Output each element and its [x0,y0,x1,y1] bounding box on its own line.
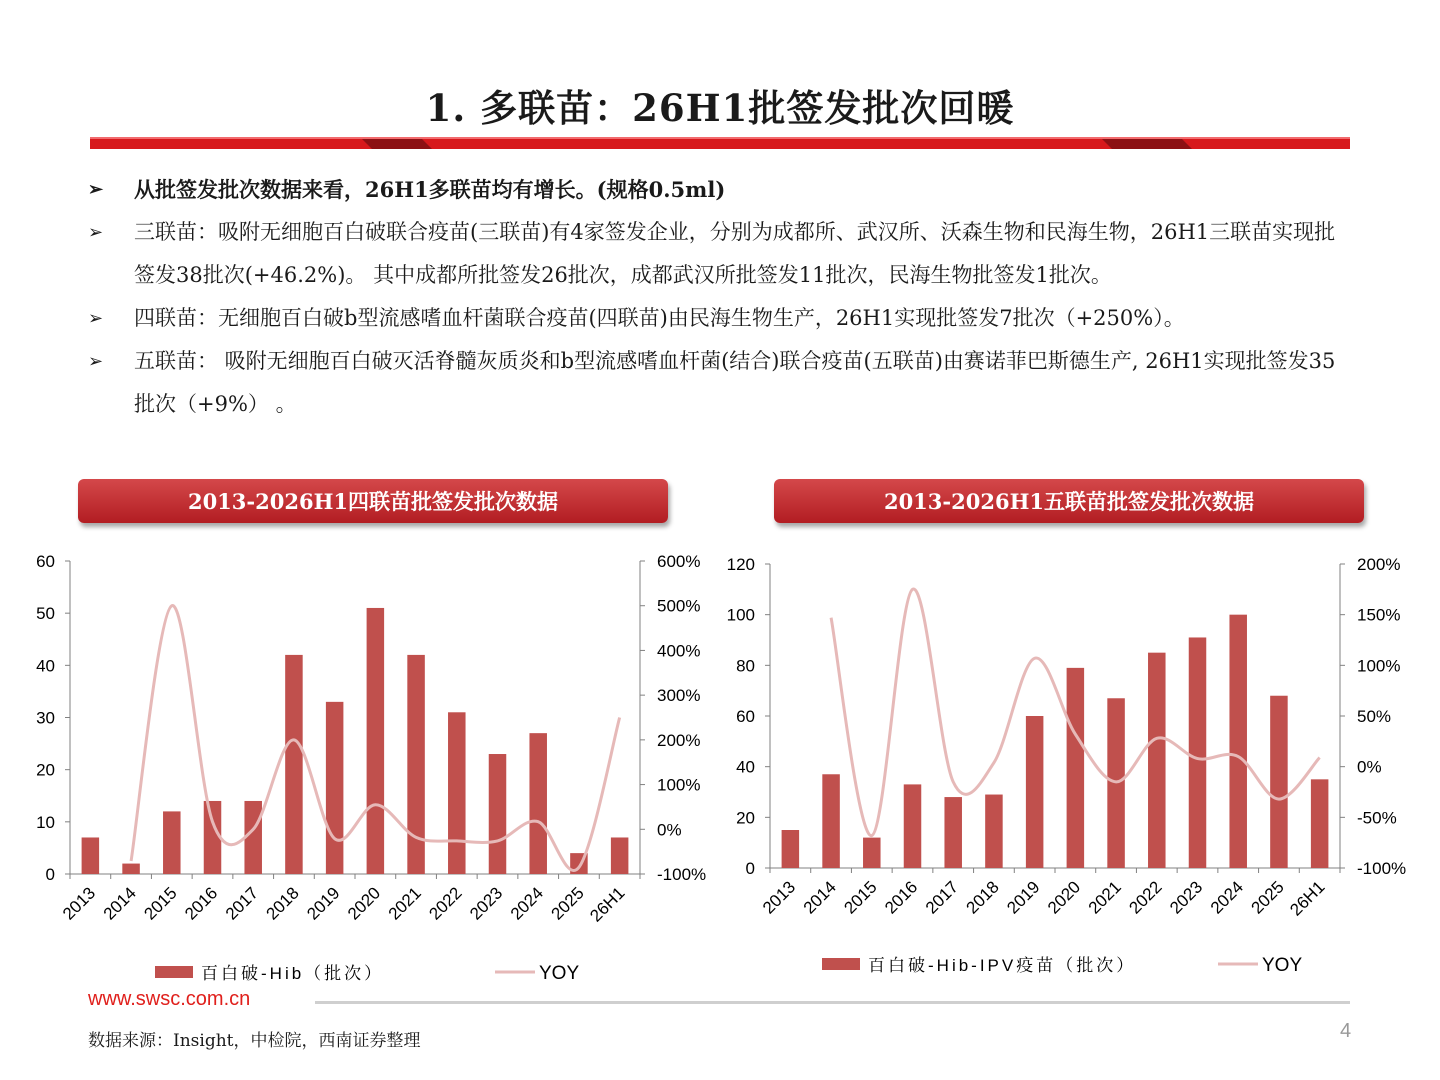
bar [1229,615,1247,868]
right-tick-label: 200% [1357,555,1401,574]
left-tick-label: 20 [36,760,55,780]
left-tick-label: 0 [45,865,55,884]
left-tick-label: 10 [36,812,55,832]
arrow-bullet-icon: ➢ [88,308,104,329]
right-tick-label: -100% [1357,859,1407,878]
right-tick-label: 200% [657,730,701,750]
left-tick-label: 20 [736,808,755,828]
x-tick-label: 2013 [759,877,800,918]
left-tick-label: 0 [745,859,755,878]
x-tick-label: 2018 [962,877,1003,918]
x-tick-label: 2025 [1247,877,1288,918]
bar [782,830,800,868]
x-tick-label: 2019 [1003,877,1044,918]
left-tick-label: 80 [736,656,755,676]
x-tick-label: 2017 [221,883,263,924]
x-tick-label: 2020 [344,883,385,924]
left-tick-label: 50 [36,604,55,624]
x-tick-label: 2014 [99,883,140,924]
right-tick-label: 100% [1357,656,1401,676]
x-tick-label: 26H1 [1286,877,1329,920]
x-tick-label: 2021 [1084,877,1125,918]
x-tick-label: 26H1 [586,883,629,926]
x-tick-label: 2015 [840,877,881,918]
x-tick-label: 2014 [799,877,840,918]
chart-title-tetravalent: 2013-2026H1四联苗批签发批次数据 [78,479,668,523]
legend-line-label: YOY [1262,955,1303,976]
page-title: 1. 多联苗：26H1批签发批次回暖 [425,86,1015,130]
x-tick-label: 2016 [181,883,222,924]
bar [944,797,962,868]
left-tick-label: 120 [726,555,755,574]
bar [1067,668,1085,868]
bar [863,838,881,868]
bar [1311,779,1329,868]
bullet-text: 四联苗：无细胞百白破b型流感嗜血杆菌联合疫苗(四联苗)由民海生物生产，26H1实现批签发7批次（+250%）。 [134,306,1185,330]
x-tick-label: 2023 [466,883,507,924]
left-tick-label: 100 [726,605,755,625]
left-tick-label: 30 [36,708,55,728]
bullet-text: 五联苗： 吸附无细胞百白破灭活脊髓灰质炎和b型流感嗜血杆菌(结合)联合疫苗(五联苗)由赛诺菲巴斯德生产, 26H1实现批签发35批次（+9%） 。 [134,349,1336,416]
right-tick-label: 500% [657,596,701,616]
x-tick-label: 2024 [506,883,548,924]
x-tick-label: 2025 [547,883,588,924]
left-tick-label: 40 [736,757,755,777]
right-tick-label: -100% [657,865,707,884]
x-tick-label: 2023 [1166,877,1207,918]
right-tick-label: 0% [657,820,682,840]
footer-divider [315,1001,1350,1004]
right-tick-label: 100% [657,775,701,795]
bullet-text: 三联苗：吸附无细胞百白破联合疫苗(三联苗)有4家签发企业，分别为成都所、武汉所、沃森生物和民海生物，26H1三联苗实现批签发38批次(+46.2%)。 其中成都所批签发26批次，成都武汉所批签发11批次，民海生物批签发1批次。 [134,220,1336,287]
right-tick-label: 400% [657,641,701,661]
left-tick-label: 60 [736,707,755,726]
arrow-bullet-icon: ➢ [88,179,104,200]
x-tick-label: 2021 [384,883,425,924]
x-tick-label: 2018 [262,883,303,924]
legend-bar-label: 百白破-Hib-IPV疫苗（批次） [868,956,1137,975]
x-tick-label: 2022 [425,883,466,924]
bar [1270,696,1288,868]
right-tick-label: 0% [1357,757,1382,777]
legend-line-label: YOY [539,963,580,984]
x-tick-label: 2015 [140,883,181,924]
bar [1026,716,1044,868]
x-tick-label: 2020 [1044,877,1085,918]
right-tick-label: -50% [1357,808,1397,828]
footer-url[interactable]: www.swsc.com.cn [88,988,251,1010]
x-tick-label: 2013 [59,883,100,924]
bullet-text: 从批签发批次数据来看，26H1多联苗均有增长。(规格0.5ml) [134,177,726,202]
bar [904,784,922,868]
arrow-bullet-icon: ➢ [88,222,104,243]
x-tick-label: 2017 [921,877,963,918]
right-tick-label: 150% [1357,605,1401,625]
legend-bar-swatch [822,958,860,970]
chart-title-pentavalent: 2013-2026H1五联苗批签发批次数据 [774,479,1364,523]
right-tick-label: 50% [1357,707,1392,726]
right-tick-label: 600% [657,552,701,571]
bar [822,774,840,868]
bar [985,795,1003,868]
x-tick-label: 2019 [303,883,344,924]
left-tick-label: 60 [36,552,55,571]
right-tick-label: 300% [657,686,701,706]
x-tick-label: 2016 [881,877,922,918]
x-tick-label: 2022 [1125,877,1166,918]
bar [1148,653,1166,868]
bar [1189,637,1207,868]
data-source-note: 数据来源：Insight，中检院，西南证券整理 [88,1031,421,1051]
legend-bar-label: 百白破-Hib（批次） [201,964,385,983]
x-tick-label: 2024 [1206,877,1248,918]
page-number: 4 [1340,1020,1352,1042]
left-tick-label: 40 [36,656,55,676]
arrow-bullet-icon: ➢ [88,351,104,372]
